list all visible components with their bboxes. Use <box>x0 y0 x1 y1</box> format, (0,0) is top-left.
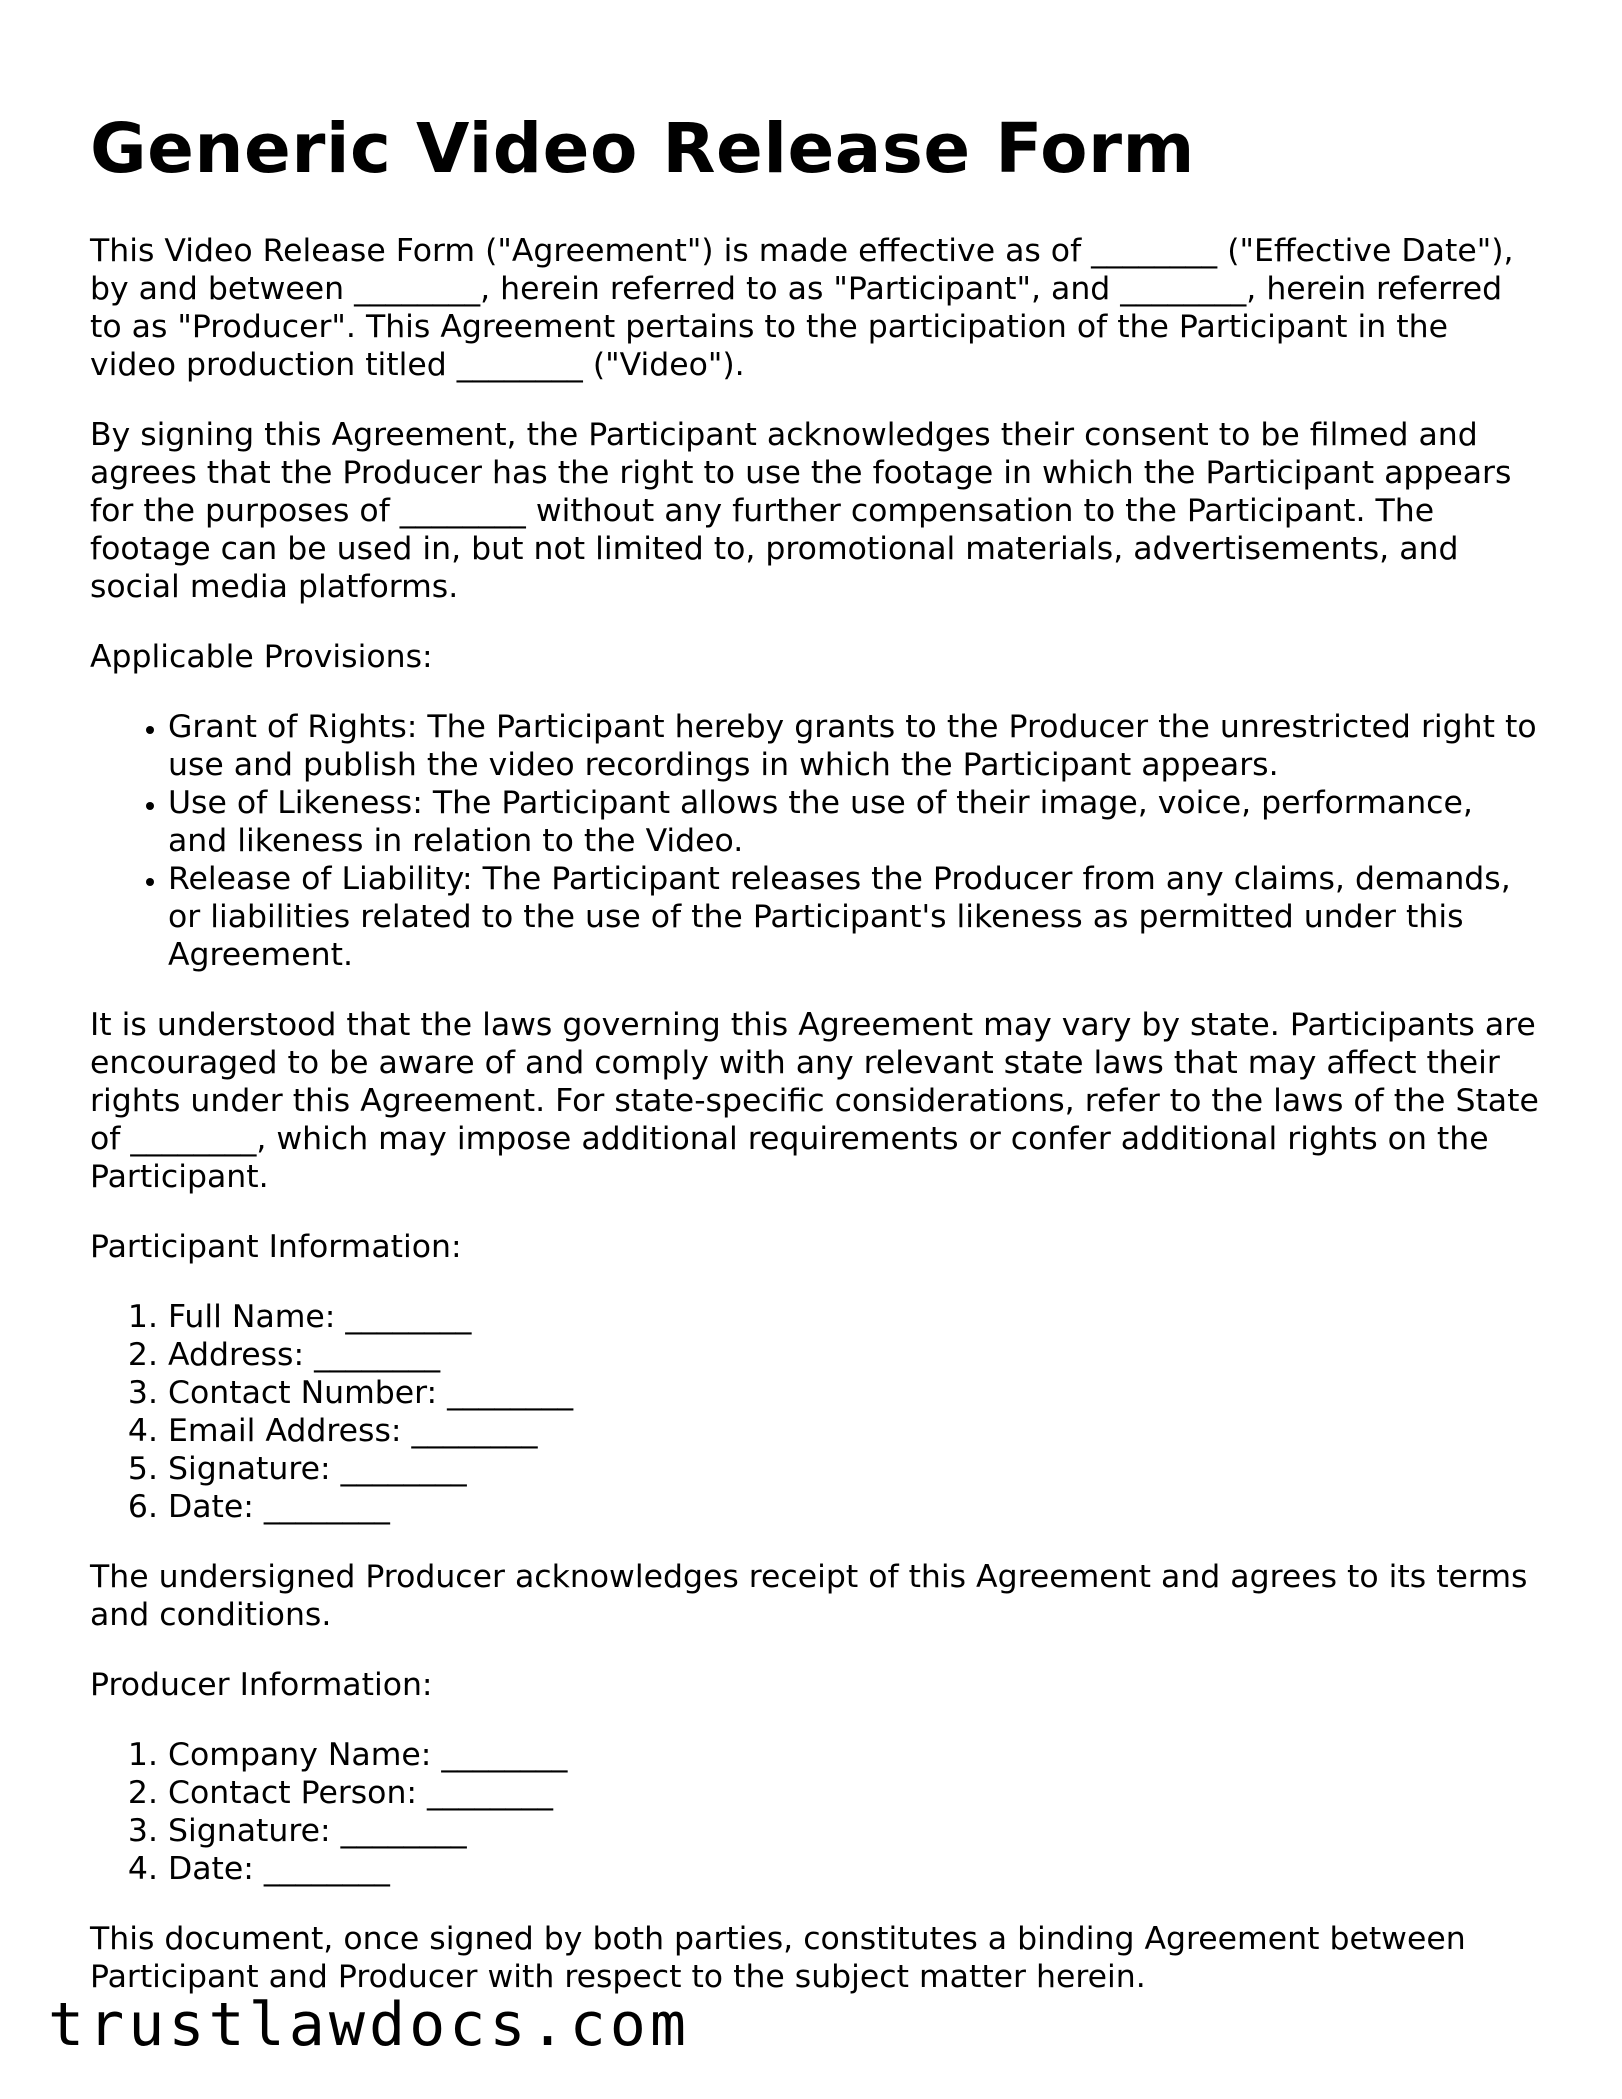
provisions-list <box>90 708 1540 974</box>
state-laws-paragraph: It is understood that the laws governing this Agreement may vary by state. Participants are encouraged to be aware of and comply with any relevant state laws that may affect their rights under this Agreement. For state-specific considerations, refer to the laws of the State of ________, which may impose additional requirements or confer additional rights on the Participant. <box>90 1006 1539 1195</box>
producer-ack-paragraph: The undersigned Producer acknowledges receipt of this Agreement and agrees to its terms and conditions. <box>90 1558 1528 1633</box>
watermark-text: trustlawdocs.com <box>48 1990 690 2060</box>
producer-field: 1. Company Name: ________ <box>168 1736 1540 1774</box>
participant-fields-list <box>90 1298 1540 1526</box>
participant-field: 6. Date: ________ <box>168 1488 1540 1526</box>
provisions-heading: Applicable Provisions: <box>90 638 433 675</box>
provision-item: • Use of Likeness: The Participant allows the use of their image, voice, performance, and likeness in relation to the Video. <box>168 784 1540 860</box>
participant-field: 3. Contact Number: ________ <box>168 1374 1540 1412</box>
provision-item: • Release of Liability: The Participant releases the Producer from any claims, demands, or liabilities related to the use of the Participant's likeness as permitted under this Agreement. <box>168 860 1540 974</box>
provision-item: • Grant of Rights: The Participant hereby grants to the Producer the unrestricted right to use and publish the video recordings in which the Participant appears. <box>168 708 1540 784</box>
participant-field: 5. Signature: ________ <box>168 1450 1540 1488</box>
participant-field: 1. Full Name: ________ <box>168 1298 1540 1336</box>
producer-field: 2. Contact Person: ________ <box>168 1774 1540 1812</box>
document-page <box>90 109 1540 2028</box>
producer-field: 3. Signature: ________ <box>168 1812 1540 1850</box>
intro-paragraph: This Video Release Form ("Agreement") is made effective as of ________ ("Effective Date"), by and between ________, herein referred to as "Participant", and ________, herein referred to as "Producer". This Agreement pertains to the participation of the Participant in the video production titled ________ ("Video"). <box>90 232 1514 383</box>
closing-paragraph: This document, once signed by both parties, constitutes a binding Agreement between Participant and Producer with respect to the subject matter herein. <box>90 1920 1466 1995</box>
document-title: Generic Video Release Form <box>90 109 1195 189</box>
consent-paragraph: By signing this Agreement, the Participant acknowledges their consent to be filmed and agrees that the Producer has the right to use the footage in which the Participant appears for the purposes of ________ without any further compensation to the Participant. The footage can be used in, but not limited to, promotional materials, advertisements, and social media platforms. <box>90 416 1512 605</box>
producer-field: 4. Date: ________ <box>168 1850 1540 1888</box>
participant-heading: Participant Information: <box>90 1228 462 1265</box>
participant-field: 4. Email Address: ________ <box>168 1412 1540 1450</box>
producer-heading: Producer Information: <box>90 1666 433 1703</box>
producer-fields-list <box>90 1736 1540 1888</box>
participant-field: 2. Address: ________ <box>168 1336 1540 1374</box>
